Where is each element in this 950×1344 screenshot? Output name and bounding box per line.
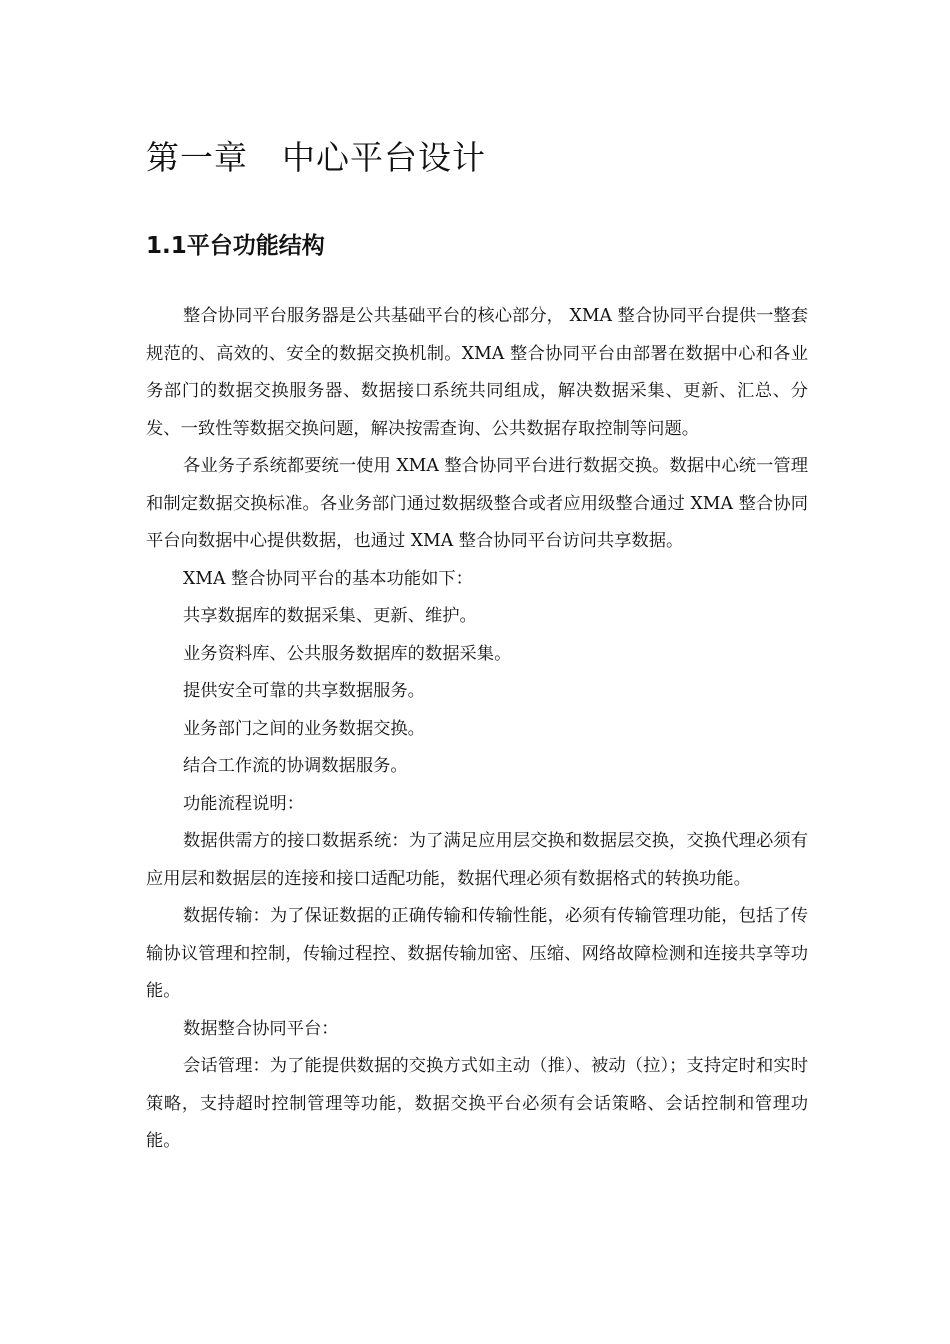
function-item: 共享数据库的数据采集、更新、维护。 xyxy=(183,606,477,626)
paragraph-functions-heading: XMA 整合协同平台的基本功能如下： xyxy=(183,568,473,589)
paragraph-intro: 整合协同平台服务器是公共基础平台的核心部分， XMA 整合协同平台提供一整套规范的、高效的、安全的数据交换机制。XMA 整合协同平台由部署在数据中心和各业务部门的数据交换服务器、数据接口系统共同组成，解决数据采集、更新、汇总、分发、一致性等数据交换问题，解决按需查询、公共数据存取控制等问题。 xyxy=(146,306,808,439)
function-item: 业务资料库、公共服务数据库的数据采集。 xyxy=(183,643,512,664)
function-item: 业务部门之间的业务数据交换。 xyxy=(183,718,425,739)
chapter-title: 第一章 中心平台设计 xyxy=(146,138,486,177)
paragraph-platform-heading: 数据整合协同平台： xyxy=(183,1018,339,1039)
paragraph-data-transfer: 数据传输：为了保证数据的正确传输和传输性能，必须有传输管理功能，包括了传输协议管理和控制，传输过程控、数据传输加密、压缩、网络故障检测和连接共享等功能。 xyxy=(146,906,808,1001)
body-text xyxy=(146,298,808,1161)
function-item: 结合工作流的协调数据服务。 xyxy=(183,756,408,776)
paragraph-session-management: 会话管理：为了能提供数据的交换方式如主动（推）、被动（拉）；支持定时和实时策略，支持超时控制管理等功能，数据交换平台必须有会话策略、会话控制和管理功能。 xyxy=(146,1056,808,1151)
paragraph-interface-system: 数据供需方的接口数据系统：为了满足应用层交换和数据层交换，交换代理必须有应用层和数据层的连接和接口适配功能，数据代理必须有数据格式的转换功能。 xyxy=(146,831,808,889)
section-title: 1.1平台功能结构 xyxy=(146,233,325,259)
paragraph-flow-heading: 功能流程说明： xyxy=(183,793,304,814)
paragraph-usage: 各业务子系统都要统一使用 XMA 整合协同平台进行数据交换。数据中心统一管理和制定数据交换标准。各业务部门通过数据级整合或者应用级整合通过 XMA 整合协同平台向数据中心提供数据，也通过 XMA 整合协同平台访问共享数据。 xyxy=(146,456,808,551)
function-item: 提供安全可靠的共享数据服务。 xyxy=(183,681,425,701)
